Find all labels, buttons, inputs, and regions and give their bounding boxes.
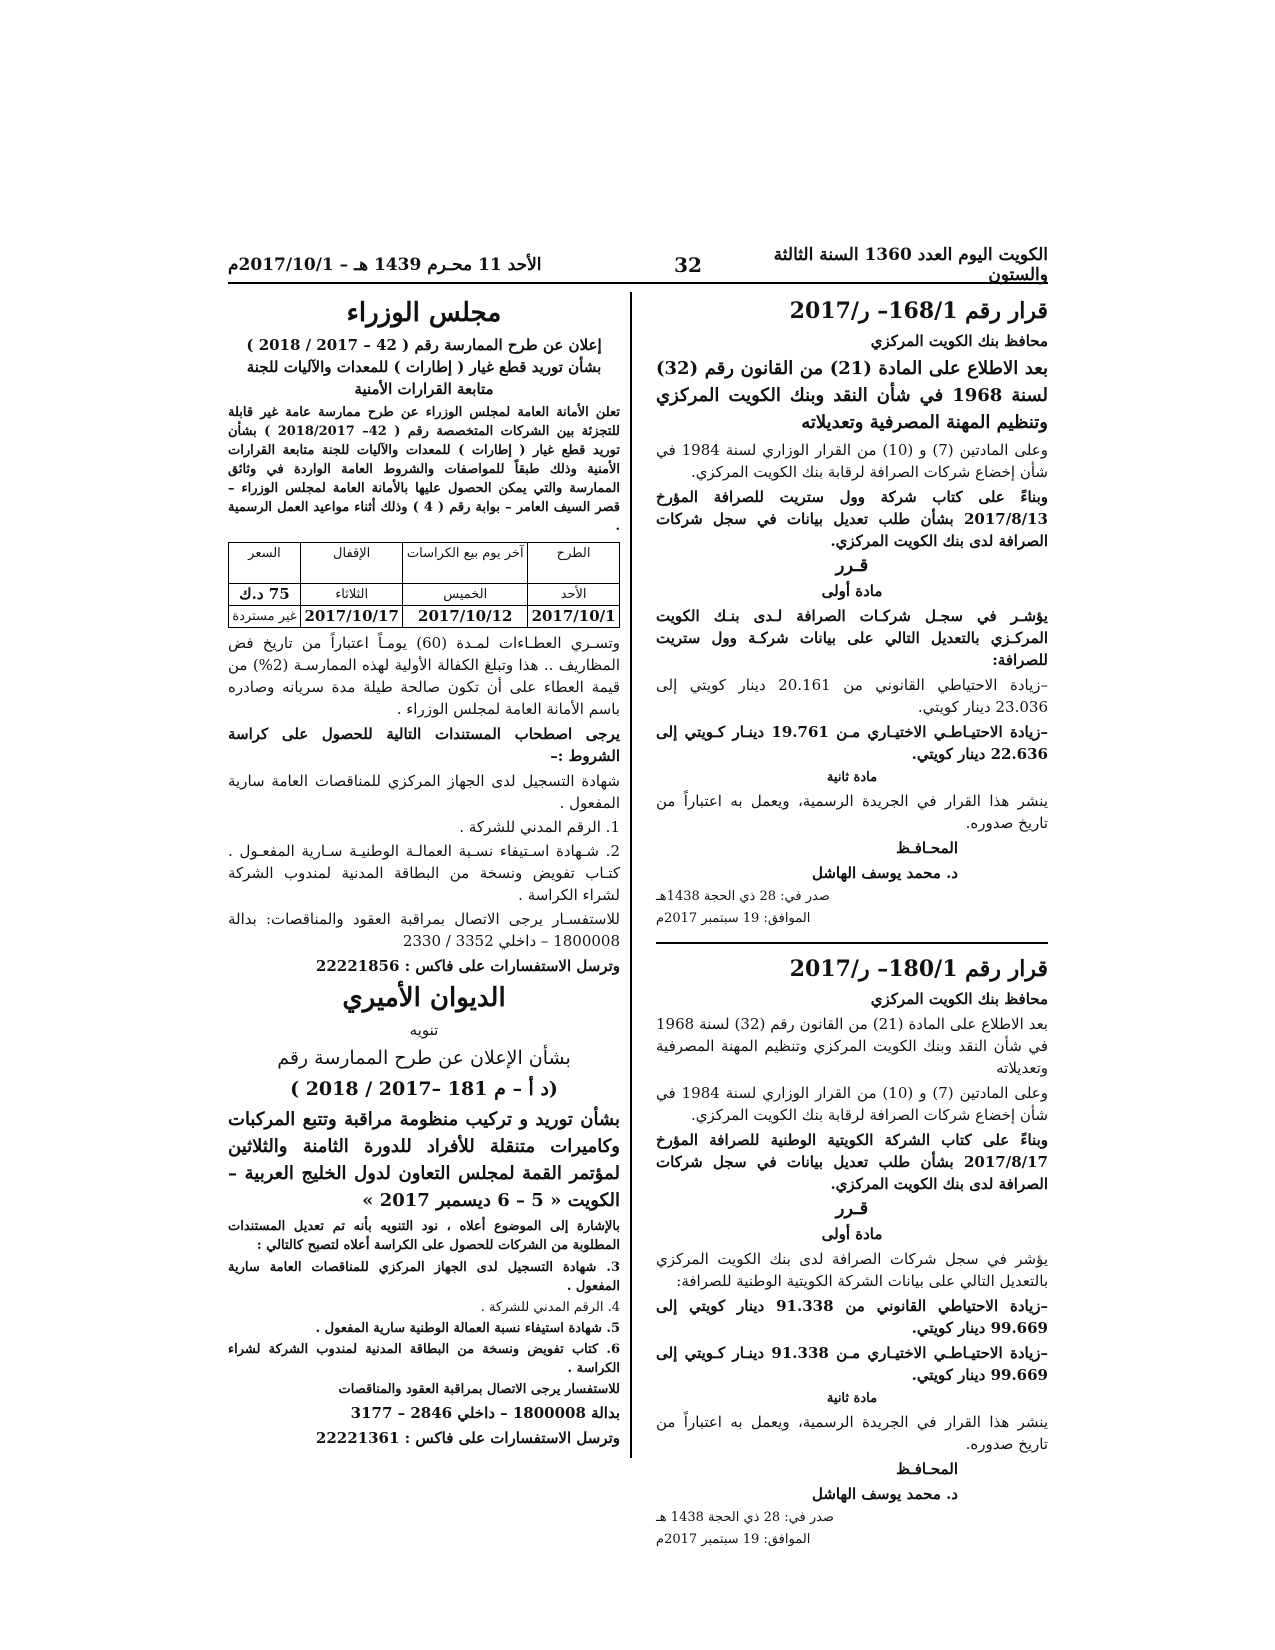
article-1-text: يؤشـر في سجـل شركـات الصرافة لـدى بنـك الكويت المركـزي بالتعديل التالي على بيانات شركـة وول ستريت للصرافة:	[656, 607, 1048, 669]
notice-body: بالإشارة إلى الموضوع أعلاه ، نود التنويه بأنه تم تعديل المستندات المطلوبة من الشركات للحصول على الكراسة أعلاه لتصبح كالتالي :	[228, 1219, 620, 1253]
table-header-cell: آخر يوم بيع الكراسات	[403, 543, 528, 584]
decision-authority: محافظ بنك الكويت المركزي	[870, 332, 1048, 350]
announcement-body: تعلن الأمانة العامة لمجلس الوزراء عن طرح ممارسة عامة غير قابلة للتجزئة بين الشركات المتخصصة رقم ( 42– 2018/2017 ) بشأن توريد قطع غيار ( إطارات ) للمعدات والآليات للجنة متابعة القرارات الأمنية وذلك طبقاً للمواصفات والشروط العامة الواردة في وثائق الممارسة والتي يمكن الحصول عليها بالأمانة العامة لمجلس الوزراء – قصر السيف العامر – بوابة رقم ( 4 ) وذلك أثناء مواعيد العمل الرسمية .	[228, 405, 621, 534]
issued-gregorian: الموافق: 19 سبتمبر 2017م	[656, 911, 811, 926]
diwan-notice	[228, 981, 620, 1449]
article-2-text: ينشر هذا القرار في الجريدة الرسمية، ويعمل به اعتباراً من تاريخ صدوره.	[656, 1413, 1048, 1453]
table-header-cell: الإقفال	[300, 543, 402, 584]
decision-180	[656, 954, 1048, 1549]
decision-title: قرار رقم 168/1– ر/2017	[789, 298, 1048, 324]
contact-info: للاستفسـار يرجى الاتصال بمراقبة العقود والمناقصات: بدالة 1800008 – داخلي 3352 / 2330	[228, 910, 620, 950]
issued-gregorian: الموافق: 19 سبتمبر 2017م	[656, 1532, 811, 1547]
list-item: شهادة التسجيل لدى الجهاز المركزي للمناقصات العامة سارية المفعول .	[228, 772, 620, 812]
schedule-table	[228, 542, 620, 628]
notice-practice-number: (د أ – م 181 –2017 / 2018 )	[290, 1078, 558, 1100]
contact-info: للاستفسار يرجى الاتصال بمراقبة العقود والمناقصات	[338, 1382, 620, 1397]
page-header	[228, 245, 1048, 285]
table-cell: الثلاثاء	[300, 584, 402, 606]
decision-preamble-2: وعلى المادتين (7) و (10) من القرار الوزاري لسنة 1984 في شأن إخضاع شركات الصرافة لرقابة بنك الكويت المركزي.	[656, 441, 1048, 481]
article-2-text: ينشر هذا القرار في الجريدة الرسمية، ويعمل به اعتباراً من تاريخ صدوره.	[656, 792, 1048, 832]
table-cell: 75 د.ك	[229, 584, 301, 606]
documents-intro: يرجى اصطحاب المستندات التالية للحصول على كراسة الشروط :–	[228, 725, 620, 765]
table-cell: 2017/10/1	[528, 606, 620, 628]
fax-info: وترسل الاستفسارات على فاكس : 22221361	[315, 1429, 620, 1447]
governor-label: المحـافـظ	[896, 1460, 958, 1478]
article-1-item-1: –زيادة الاحتياطي القانوني من 20.161 دينار كويتي إلى 23.036 دينار كويتي.	[656, 676, 1048, 716]
decision-preamble-1: بعد الاطلاع على المادة (21) من القانون رقم (32) لسنة 1968 في شأن النقد وبنك الكويت المركزي وتنظيم المهنة المصرفية وتعديلاته	[656, 358, 1049, 433]
decision-preamble-1: بعد الاطلاع على المادة (21) من القانون رقم (32) لسنة 1968 في شأن النقد وبنك الكويت المركزي وتنظيم المهنة المصرفية وتعديلاته	[656, 1015, 1048, 1077]
list-item: 2. شـهادة اسـتيفاء نسـبة العمالـة الوطنيـة سـارية المفعـول . كتـاب تفويض ونسخة من البطاقة المدنية لمندوب الشركة لشراء الكراسة .	[228, 842, 620, 904]
fax-info: وترسل الاستفسارات على فاكس : 22221856	[315, 957, 620, 975]
decision-168	[656, 296, 1048, 928]
section-title: مجلس الوزراء	[346, 298, 502, 328]
decision-preamble-3: وبناءً على كتاب الشركة الكويتية الوطنية للصرافة المؤرخ 2017/8/17 بشأن طلب تعديل بيانات في سجل شركات الصرافة لدى بنك الكويت المركزي.	[656, 1131, 1048, 1193]
list-item: 5. شهادة استيفاء نسبة العمالة الوطنية سارية المفعول .	[315, 1321, 620, 1336]
article-2-heading: مادة ثانية	[826, 770, 878, 785]
left-column	[228, 292, 620, 1452]
documents-list	[228, 770, 620, 906]
notice-subject: بشأن الإعلان عن طرح الممارسة رقم	[277, 1047, 571, 1069]
table-cell: 2017/10/12	[403, 606, 528, 628]
article-1-heading: مادة أولى	[821, 1225, 883, 1243]
decision-authority: محافظ بنك الكويت المركزي	[870, 990, 1048, 1008]
governor-name: د. محمد يوسف الهاشل	[811, 864, 958, 882]
table-cell: 2017/10/17	[300, 606, 402, 628]
table-row	[229, 584, 620, 606]
list-item: 1. الرقم المدني للشركة .	[459, 818, 620, 836]
issued-hijri: صدر في: 28 ذي الحجة 1438هـ	[656, 889, 830, 904]
article-1-heading: مادة أولى	[821, 582, 883, 600]
article-1-item-1: –زيادة الاحتياطي القانوني من 91.338 دينار كويتي إلى 99.669 دينار كويتي.	[656, 1297, 1048, 1337]
table-row	[229, 606, 620, 628]
governor-label: المحـافـظ	[896, 839, 958, 857]
right-column	[656, 292, 1048, 1552]
table-header-cell: السعر	[229, 543, 301, 584]
issued-hijri: صدر في: 28 ذي الحجة 1438 هـ	[656, 1510, 834, 1525]
article-1-text: يؤشر في سجل شركات الصرافة لدى بنك الكويت المركزي بالتعديل التالي على بيانات الشركة الكويتية الوطنية للصرافة:	[656, 1250, 1048, 1290]
documents-list	[228, 1258, 620, 1378]
column-divider	[630, 292, 632, 1458]
article-2-heading: مادة ثانية	[826, 1391, 878, 1406]
table-cell: غير مستردة	[229, 606, 301, 628]
decision-preamble-3: وبناءً على كتاب شركة وول ستريت للصرافة المؤرخ 2017/8/13 بشأن طلب تعديل بيانات في سجل شركات الصرافة لدى بنك الكويت المركزي.	[656, 488, 1048, 550]
table-cell: الأحد	[528, 584, 620, 606]
decision-title: قرار رقم 180/1– ر/2017	[789, 956, 1048, 982]
list-item: 3. شهادة التسجيل لدى الجهاز المركزي للمناقصات العامة سارية المفعول .	[228, 1260, 620, 1294]
decision-separator	[656, 942, 1048, 944]
announcement-subtitle: إعلان عن طرح الممارسة رقم ( 42 – 2017 / 2018 ) بشأن توريد قطع غيار ( إطارات ) للمعدات والآليات للجنة متابعة القرارات الأمنية	[246, 336, 602, 398]
decided-label: قـرر	[835, 1198, 869, 1219]
notice-project: بشأن توريد و تركيب منظومة مراقبة وتتبع المركبات وكاميرات متنقلة للأفراد للدورة الثامنة والثلاثين لمؤتمر القمة لمجلس التعاون لدول الخليج العربية – الكويت « 5 – 6 ديسمبر 2017 »	[228, 1109, 620, 1211]
table-header-row	[229, 543, 620, 584]
decision-preamble-2: وعلى المادتين (7) و (10) من القرار الوزاري لسنة 1984 في شأن إخضاع شركات الصرافة لرقابة بنك الكويت المركزي.	[656, 1084, 1048, 1124]
validity-text: وتسـري العطـاءات لمـدة (60) يومـاً اعتباراً من تاريخ فض المظاريف .. هذا وتبلغ الكفالة الأولية لهذه الممارسـة (2%) من قيمة العطاء على أن تكون صالحة طيلة مدة سريانه وصادره باسم الأمانة العامة لمجلس الوزراء .	[228, 634, 620, 718]
page-number: 32	[674, 253, 702, 277]
issue-date: الأحد 11 محـرم 1439 هـ – 2017/10/1م	[228, 255, 542, 275]
list-item: 4. الرقم المدني للشركة .	[480, 1300, 620, 1315]
list-item: 6. كتاب تفويض ونسخة من البطاقة المدنية لمندوب الشركة لشراء الكراسة .	[228, 1342, 620, 1376]
table-cell: الخميس	[403, 584, 528, 606]
gazette-page	[228, 245, 1049, 1547]
article-1-item-2: –زيادة الاحتيـاطـي الاختيـاري مـن 91.338 دينـار كـويتي إلى 99.669 دينار كويتي.	[656, 1344, 1048, 1384]
cabinet-announcement	[228, 296, 620, 977]
section-title: الديوان الأميري	[342, 983, 506, 1013]
decided-label: قـرر	[835, 555, 869, 576]
contact-numbers: بدالة 1800008 – داخلي 2846 – 3177	[350, 1404, 620, 1422]
governor-name: د. محمد يوسف الهاشل	[811, 1485, 958, 1503]
notice-label: تنويه	[409, 1021, 439, 1039]
article-1-item-2: –زيادة الاحتيـاطـي الاختيـاري مـن 19.761 دينـار كـويتي إلى 22.636 دينار كويتي.	[656, 723, 1048, 763]
issue-info: الكويت اليوم العدد 1360 السنة الثالثة والستون	[773, 245, 1048, 285]
table-header-cell: الطرح	[528, 543, 620, 584]
